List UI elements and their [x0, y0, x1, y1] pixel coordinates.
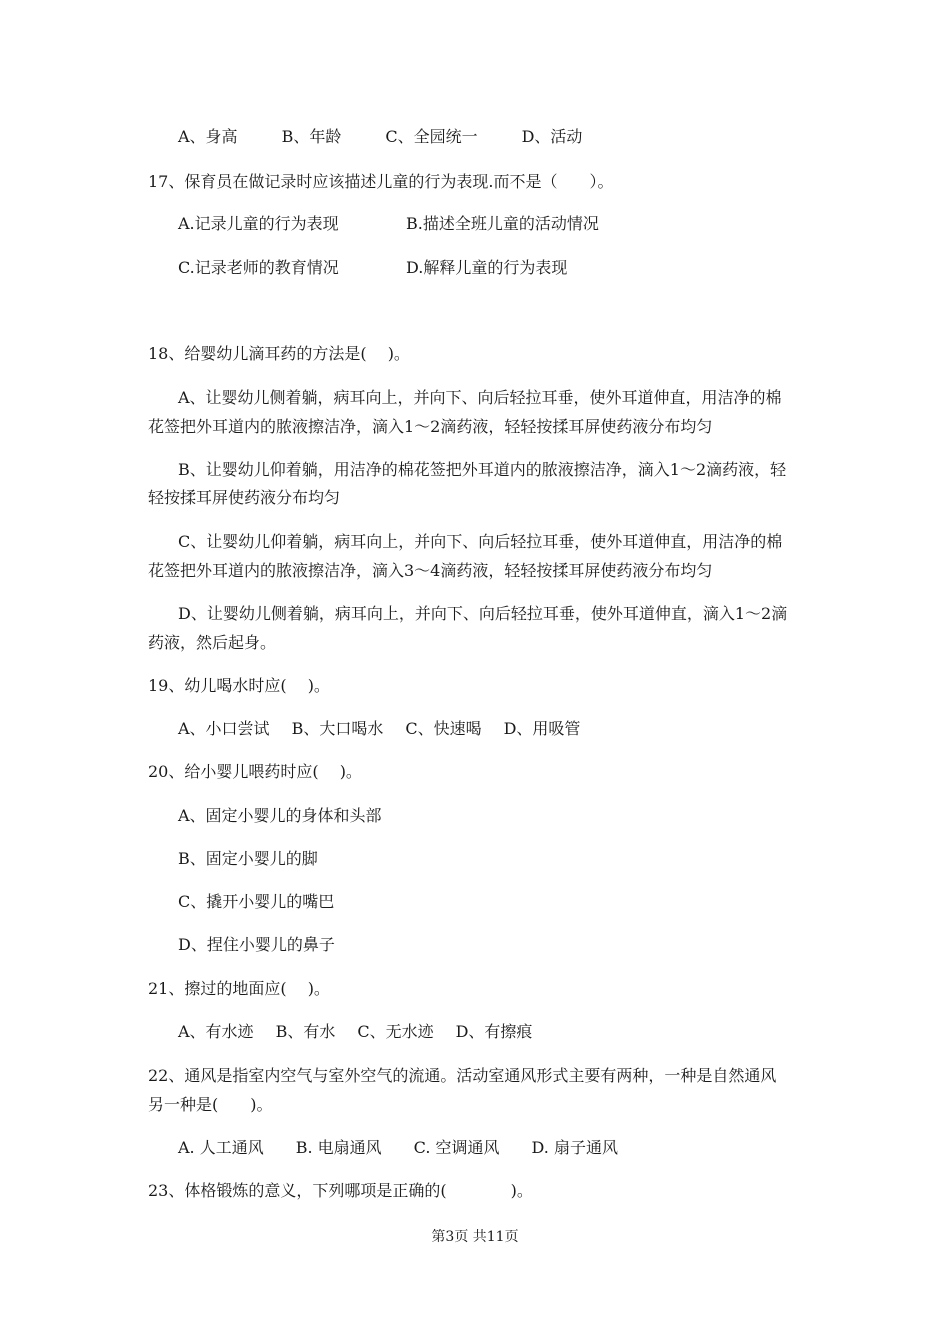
- q16-option-c: C、全园统一: [385, 127, 478, 146]
- q20-option-a: A、固定小婴儿的身体和头部: [178, 806, 382, 825]
- q18-option-d-line1: D、让婴幼儿侧着躺，病耳向上，并向下、向后轻拉耳垂，使外耳道伸直，滴入1～2滴: [178, 604, 788, 623]
- q20-option-b: B、固定小婴儿的脚: [178, 849, 318, 868]
- q16-option-a: A、身高: [178, 127, 238, 146]
- q17-options-row1: [178, 214, 599, 234]
- q21-options: [178, 1022, 532, 1042]
- q22-option-a: A. 人工通风: [178, 1138, 264, 1157]
- q18-option-b-line1: B、让婴幼儿仰着躺，用洁净的棉花签把外耳道内的脓液擦洁净，滴入1～2滴药液，轻: [178, 460, 787, 479]
- q19-options: [178, 719, 580, 739]
- q20-option-c: C、撬开小婴儿的嘴巴: [178, 892, 335, 911]
- q23-stem: 23、体格锻炼的意义，下列哪项是正确的( )。: [148, 1181, 533, 1200]
- q19-option-d: D、用吸管: [503, 719, 581, 738]
- q21-stem: 21、擦过的地面应( )。: [148, 979, 330, 998]
- q17-stem: 17、保育员在做记录时应该描述儿童的行为表现.而不是（ ）。: [148, 172, 614, 191]
- q19-option-c: C、快速喝: [405, 719, 482, 738]
- q18-stem: 18、给婴幼儿滴耳药的方法是( )。: [148, 344, 410, 363]
- q21-option-d: D、有擦痕: [455, 1022, 533, 1041]
- q17-option-c: C.记录老师的教育情况: [178, 258, 339, 277]
- q17-option-b: B.描述全班儿童的活动情况: [406, 214, 599, 233]
- q19-stem: 19、幼儿喝水时应( )。: [148, 676, 330, 695]
- q18-option-a-line2: 花签把外耳道内的脓液擦洁净，滴入1～2滴药液，轻轻按揉耳屏使药液分布均匀: [148, 417, 713, 436]
- q19-option-a: A、小口尝试: [178, 719, 270, 738]
- q18-option-c-line1: C、让婴幼儿仰着躺，病耳向上，并向下、向后轻拉耳垂，使外耳道伸直，用洁净的棉: [178, 532, 783, 551]
- q18-option-d-line2: 药液，然后起身。: [148, 633, 277, 652]
- q16-option-d: D、活动: [521, 127, 583, 146]
- q21-option-b: B、有水: [275, 1022, 336, 1041]
- q22-stem-line1: 22、通风是指室内空气与室外空气的流通。活动室通风形式主要有两种，一种是自然通风: [148, 1066, 777, 1085]
- q17-option-a: A.记录儿童的行为表现: [178, 214, 339, 233]
- q20-stem: 20、给小婴儿喂药时应( )。: [148, 762, 362, 781]
- q19-option-b: B、大口喝水: [291, 719, 384, 738]
- q20-option-d: D、捏住小婴儿的鼻子: [178, 935, 335, 954]
- q21-option-c: C、无水迹: [357, 1022, 434, 1041]
- q18-option-c-line2: 花签把外耳道内的脓液擦洁净，滴入3～4滴药液，轻轻按揉耳屏使药液分布均匀: [148, 561, 713, 580]
- q16-option-b: B、年龄: [281, 127, 342, 146]
- q18-option-a-line1: A、让婴幼儿侧着躺，病耳向上，并向下、向后轻拉耳垂，使外耳道伸直，用洁净的棉: [178, 388, 782, 407]
- q22-option-c: C. 空调通风: [413, 1138, 500, 1157]
- q17-options-row2: [178, 258, 567, 278]
- q21-option-a: A、有水迹: [178, 1022, 254, 1041]
- q22-option-b: B. 电扇通风: [295, 1138, 382, 1157]
- q16-options: [178, 127, 582, 147]
- q22-stem-line2: 另一种是( )。: [148, 1095, 273, 1114]
- page-number: 第3页 共11页: [431, 1229, 519, 1245]
- q22-option-d: D. 扇子通风: [531, 1138, 618, 1157]
- q17-option-d: D.解释儿童的行为表现: [406, 258, 568, 277]
- q18-option-b-line2: 轻按揉耳屏使药液分布均匀: [148, 488, 341, 507]
- q22-options: [178, 1138, 618, 1158]
